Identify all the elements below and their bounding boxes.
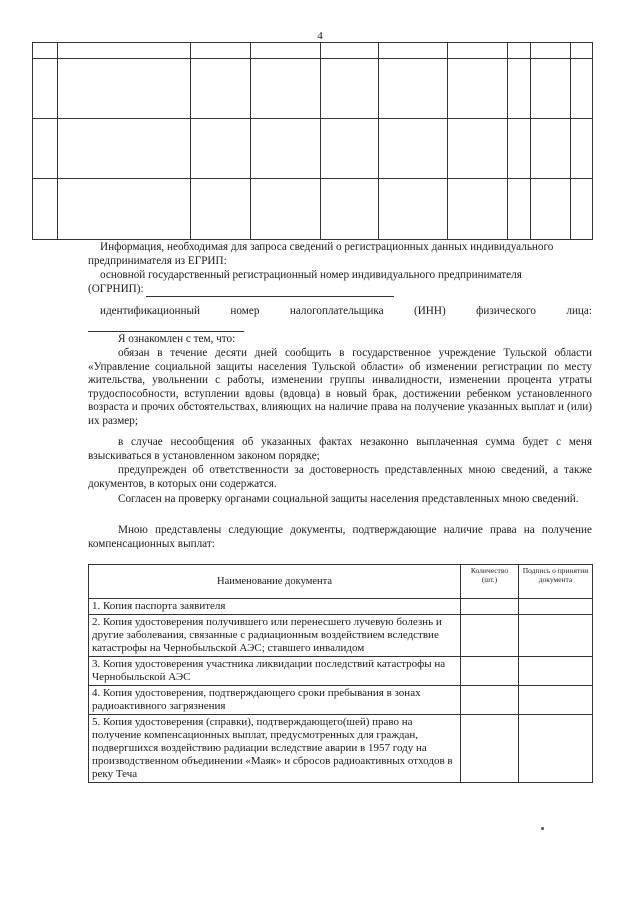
table-row — [89, 715, 593, 783]
quantity-cell[interactable] — [461, 615, 519, 657]
documents-table — [88, 564, 593, 783]
quantity-cell[interactable] — [461, 657, 519, 686]
inn-label: идентификационный номер налогоплательщика (ИНН) физического лица: — [100, 305, 592, 317]
inn-input-line[interactable] — [88, 320, 244, 332]
egrip-heading: Информация, необходимая для запроса сведений о регистрационных данных индивидуального предпринимателя из ЕГРИП: — [88, 241, 554, 267]
documents-intro: Мною представлены следующие документы, подтверждающие наличие права на получение компенсационных выплат: — [88, 524, 592, 550]
col-name-header: Наименование документа — [89, 565, 461, 599]
ogrnip-field-row — [88, 283, 592, 297]
document-name: 4. Копия удостоверения, подтверждающего сроки пребывания в зонах радиоактивного загрязнения — [89, 686, 461, 715]
col-sign-header: Подпись о принятии документа — [519, 565, 593, 599]
quantity-cell[interactable] — [461, 686, 519, 715]
documents-table-header — [89, 565, 593, 599]
signature-cell[interactable] — [519, 615, 593, 657]
table-row — [89, 615, 593, 657]
quantity-cell[interactable] — [461, 715, 519, 783]
signature-cell[interactable] — [519, 715, 593, 783]
signature-cell[interactable] — [519, 686, 593, 715]
signature-cell[interactable] — [519, 657, 593, 686]
document-name: 5. Копия удостоверения (справки), подтверждающего(шей) право на получение компенсационных выплат, предусмотренных для граждан, подвергшихся воздействию радиации вследствие аварии в 1957 году на производственном объединении «Маяк» и сбросов радиоактивных отходов в реку Теча — [89, 715, 461, 783]
inn-field-row — [88, 318, 592, 332]
page-number: 4 — [317, 30, 323, 42]
signature-cell[interactable] — [519, 599, 593, 615]
obligation-paragraph: обязан в течение десяти дней сообщить в государственное учреждение Тульской области «Управление социальной защиты населения Тульской области» об изменении регистрации по месту жительства, увольнении с работы, изменении группы инвалидности, изменении процента утраты трудоспособности, вступлении вдовы (вдовца) в новый брак, достижении ребенком установленного возраста и прочих обстоятельствах, влияющих на наличие права на получение указанных выплат и (или) их размер; — [88, 347, 592, 427]
table-row — [89, 657, 593, 686]
table-row — [89, 599, 593, 615]
col-qty-header: Количество (шт.) — [461, 565, 519, 599]
ogrnip-label: основной государственный регистрационный номер индивидуального предпринимателя — [100, 269, 522, 281]
document-name: 1. Копия паспорта заявителя — [89, 599, 461, 615]
non-report-paragraph: в случае несообщения об указанных фактах незаконно выплаченная сумма будет с меня взыскиваться в установленном законом порядке; — [88, 436, 592, 462]
table-row — [89, 686, 593, 715]
warned-paragraph: предупрежден об ответственности за достоверность представленных мною сведений, а также документов, в которых они содержатся. — [88, 464, 592, 490]
acquainted-text: Я ознакомлен с тем, что: — [118, 333, 236, 345]
ogrnip-input-line[interactable] — [146, 285, 394, 297]
scan-dot — [541, 827, 544, 830]
quantity-cell[interactable] — [461, 599, 519, 615]
ogrnip-label-end: (ОГРНИП): — [88, 283, 144, 295]
continuation-table — [32, 42, 593, 240]
document-name: 3. Копия удостоверения участника ликвидации последствий катастрофы на Чернобыльской АЭС — [89, 657, 461, 686]
document-name: 2. Копия удостоверения получившего или перенесшего лучевую болезнь и другие заболевания, связанные с радиационным воздействием вследствие катастрофы на Чернобыльской АЭС; ставшего инвалидом — [89, 615, 461, 657]
consent-paragraph: Согласен на проверку органами социальной защиты населения представленных мною сведений. — [118, 493, 579, 505]
